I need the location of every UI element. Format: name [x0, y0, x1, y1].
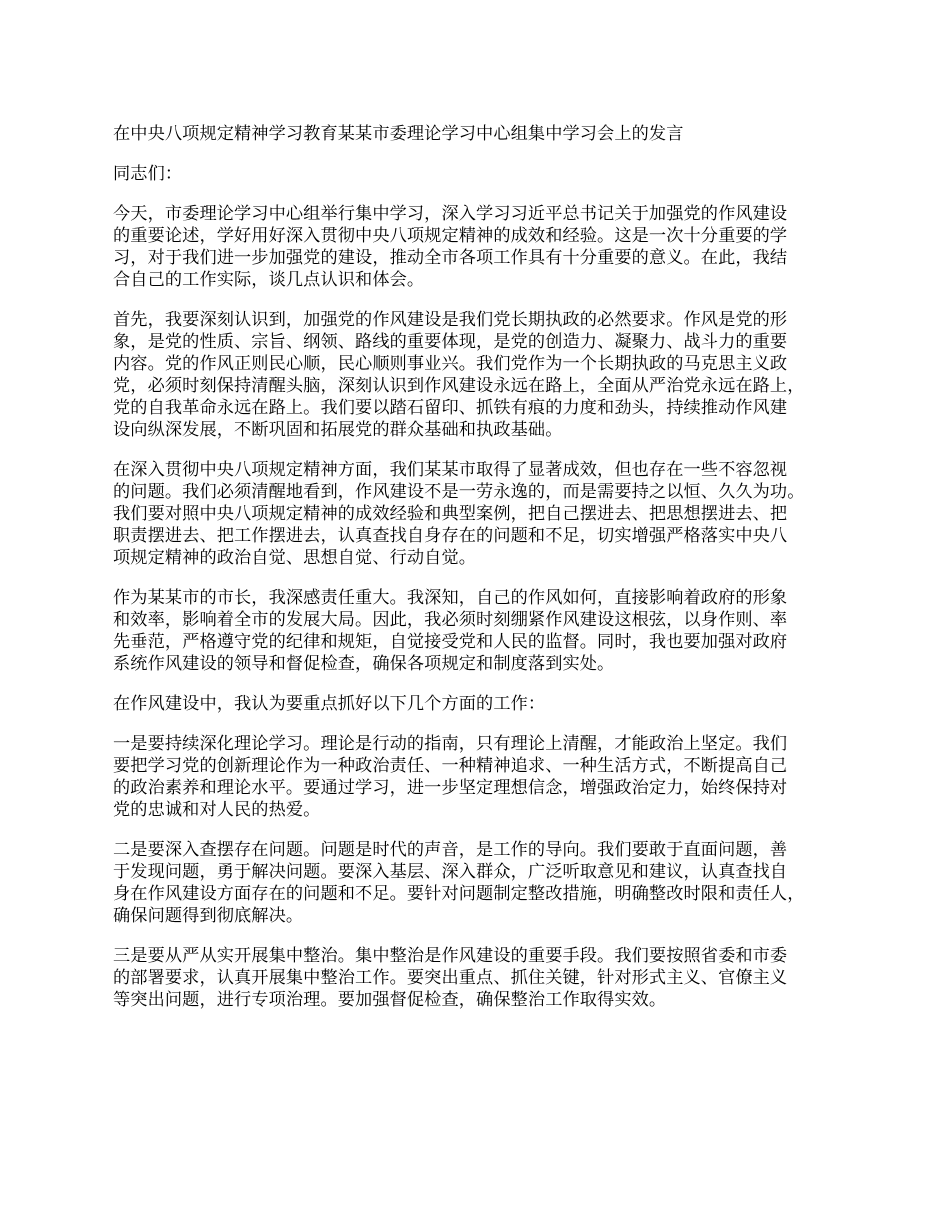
paragraph-line: 职责摆进去、把工作摆进去，认真查找自身存在的问题和不足，切实增强严格落实中央八: [113, 526, 788, 546]
paragraph-line: 的问题。我们必须清醒地看到，作风建设不是一劳永逸的，而是需要持之以恒、久久为功。: [113, 482, 805, 502]
document-page: [113, 123, 858, 1029]
paragraph-line: 的政治素养和理论水平。要通过学习，进一步坚定理想信念，增强政治定力，始终保持对: [113, 778, 788, 798]
paragraph-line: 在深入贯彻中央八项规定精神方面，我们某某市取得了显著成效，但也存在一些不容忽视: [113, 460, 788, 480]
paragraph-4: [113, 587, 858, 675]
paragraph-1: [113, 203, 858, 291]
paragraph-8: [113, 945, 858, 1011]
paragraph-6: [113, 733, 858, 821]
paragraph-3: [113, 459, 858, 569]
paragraph-line: 我们要对照中央八项规定精神的成效经验和典型案例，把自己摆进去、把思想摆进去、把: [113, 504, 788, 524]
paragraph-line: 合自己的工作实际，谈几点认识和体会。: [113, 270, 425, 290]
paragraph-line: 象，是党的性质、宗旨、纲领、路线的重要体现，是党的创造力、凝聚力、战斗力的重要: [113, 332, 788, 352]
paragraph-line: 党，必须时刻保持清醒头脑，深刻认识到作风建设永远在路上，全面从严治党永远在路上，: [113, 376, 805, 396]
salutation: 同志们：: [113, 164, 183, 184]
paragraph-line: 在作风建设中，我认为要重点抓好以下几个方面的工作：: [113, 694, 546, 714]
paragraph-line: 确保问题得到彻底解决。: [113, 906, 304, 926]
paragraph-line: 系统作风建设的领导和督促检查，确保各项规定和制度落到实处。: [113, 654, 615, 674]
paragraph-line: 设向纵深发展，不断巩固和拓展党的群众基础和执政基础。: [113, 420, 563, 440]
paragraph-line: 要把学习党的创新理论作为一种政治责任、一种精神追求、一种生活方式，不断提高自己: [113, 756, 788, 776]
paragraph-5: [113, 693, 858, 715]
paragraph-line: 二是要深入查摆存在问题。问题是时代的声音，是工作的导向。我们要敢于直面问题，善: [113, 840, 788, 860]
paragraph-line: 内容。党的作风正则民心顺，民心顺则事业兴。我们党作为一个长期执政的马克思主义政: [113, 354, 788, 374]
paragraph-line: 先垂范，严格遵守党的纪律和规矩，自觉接受党和人民的监督。同时，我也要加强对政府: [113, 632, 788, 652]
paragraph-line: 的部署要求，认真开展集中整治工作。要突出重点、抓住关键，针对形式主义、官僚主义: [113, 968, 788, 988]
paragraph-line: 今天，市委理论学习中心组举行集中学习，深入学习习近平总书记关于加强党的作风建设: [113, 204, 788, 224]
paragraph-line: 党的忠诚和对人民的热爱。: [113, 800, 321, 820]
paragraph-line: 和效率，影响着全市的发展大局。因此，我必须时刻绷紧作风建设这根弦，以身作则、率: [113, 610, 788, 630]
paragraph-line: 首先，我要深刻认识到，加强党的作风建设是我们党长期执政的必然要求。作风是党的形: [113, 310, 788, 330]
paragraph-line: 三是要从严从实开展集中整治。集中整治是作风建设的重要手段。我们要按照省委和市委: [113, 946, 788, 966]
paragraph-line: 等突出问题，进行专项治理。要加强督促检查，确保整治工作取得实效。: [113, 990, 667, 1010]
paragraph-line: 党的自我革命永远在路上。我们要以踏石留印、抓铁有痕的力度和劲头，持续推动作风建: [113, 398, 788, 418]
paragraph-line: 项规定精神的政治自觉、思想自觉、行动自觉。: [113, 548, 477, 568]
paragraph-line: 习，对于我们进一步加强党的建设，推动全市各项工作具有十分重要的意义。在此，我结: [113, 248, 788, 268]
paragraph-7: [113, 839, 858, 927]
document-title: 在中央八项规定精神学习教育某某市委理论学习中心组集中学习会上的发言: [113, 124, 684, 144]
paragraph-line: 身在作风建设方面存在的问题和不足。要针对问题制定整改措施，明确整改时限和责任人，: [113, 884, 805, 904]
paragraph-line: 于发现问题，勇于解决问题。要深入基层、深入群众，广泛听取意见和建议，认真查找自: [113, 862, 788, 882]
paragraph-2: [113, 309, 858, 441]
paragraph-line: 的重要论述，学好用好深入贯彻中央八项规定精神的成效和经验。这是一次十分重要的学: [113, 226, 788, 246]
paragraph-line: 一是要持续深化理论学习。理论是行动的指南，只有理论上清醒，才能政治上坚定。我们: [113, 734, 788, 754]
paragraph-line: 作为某某市的市长，我深感责任重大。我深知，自己的作风如何，直接影响着政府的形象: [113, 588, 788, 608]
